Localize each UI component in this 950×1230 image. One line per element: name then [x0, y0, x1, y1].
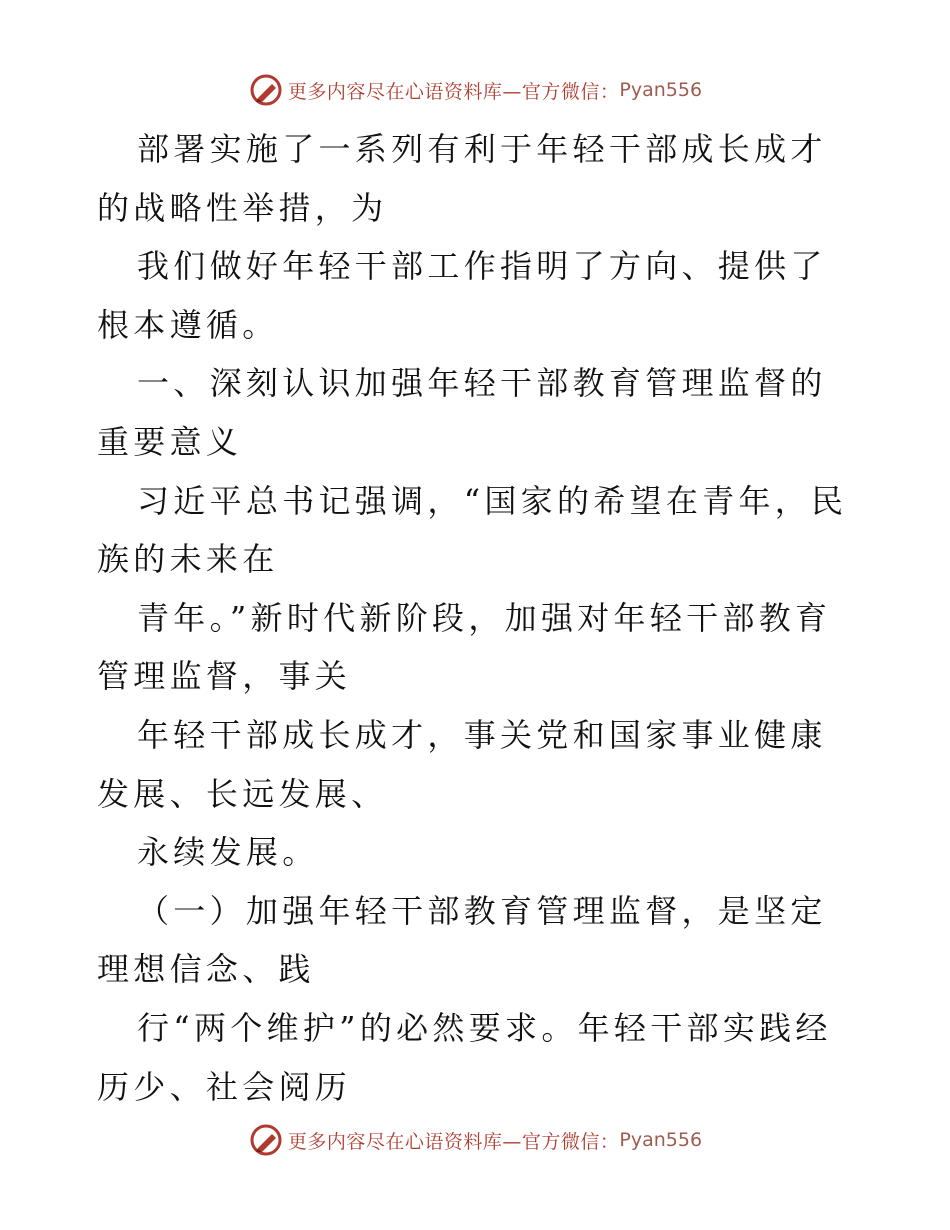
footer-banner [0, 1120, 950, 1160]
paragraph-6: 永续发展。 [137, 833, 319, 872]
header-banner [0, 70, 950, 110]
paragraph-4: 青年。”新时代新阶段，加强对年轻干部教育管理监督，事关 [97, 598, 832, 696]
subsection-heading-1: （一）加强年轻干部教育管理监督，是坚定理想信念、践 [97, 891, 827, 989]
paragraph-2: 我们做好年轻干部工作指明了方向、提供了根本遵循。 [97, 247, 827, 344]
banner-wechat-id: Pyan556 [619, 1129, 703, 1151]
paragraph-7: 行“两个维护”的必然要求。年轻干部实践经历少、社会阅历 [97, 1008, 832, 1106]
paragraph-5: 年轻干部成长成才，事关党和国家事业健康发展、长远发展、 [97, 715, 827, 813]
paragraph-3: 习近平总书记强调，“国家的希望在青年，民族的未来在 [97, 481, 848, 579]
section-heading-1: 一、深刻认识加强年轻干部教育管理监督的重要意义 [97, 364, 827, 461]
banner-text: 更多内容尽在心语资料库—官方微信： [287, 80, 620, 103]
red-pen-logo-icon [248, 1122, 284, 1158]
document-body [97, 120, 857, 1116]
banner-text: 更多内容尽在心语资料库—官方微信： [287, 1130, 620, 1153]
red-pen-logo-icon [248, 72, 284, 108]
banner-wechat-id: Pyan556 [619, 79, 703, 101]
paragraph-1: 部署实施了一系列有利于年轻干部成长成才的战略性举措，为 [97, 130, 827, 227]
